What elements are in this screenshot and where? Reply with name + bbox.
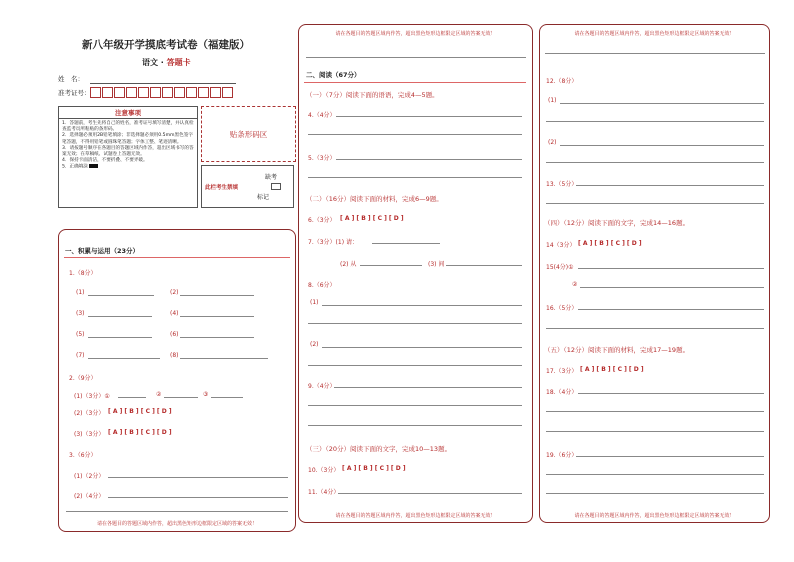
q8-2-label: (2) xyxy=(310,341,319,348)
subsection-2: （二）（16分）阅读下面的材料，完成6—9题。 xyxy=(306,195,443,203)
q7-3-label: (3) 间 xyxy=(428,261,445,268)
q6-choices[interactable] xyxy=(340,215,404,222)
choice-a[interactable]: [ A ] xyxy=(580,366,595,373)
q9-label: 9.（4分） xyxy=(308,383,336,390)
q10-label: 10.（3分） xyxy=(308,467,340,474)
q1-item-8: (8) xyxy=(170,352,179,359)
absent-mark-2: 标记 xyxy=(257,194,270,201)
choice-d[interactable]: [ D ] xyxy=(628,366,644,373)
q3-label: 3.（6分） xyxy=(69,452,97,459)
choice-a[interactable]: [ A ] xyxy=(108,408,123,415)
q2-3-choices[interactable] xyxy=(108,429,172,436)
q12-2-label: (2) xyxy=(548,139,557,146)
subsection-3: （三）（20分）阅读下面的文字，完成10—13题。 xyxy=(306,445,452,453)
q2-label: 2.（9分） xyxy=(69,375,97,382)
q16-label: 16.（5分） xyxy=(546,305,578,312)
choice-b[interactable]: [ B ] xyxy=(594,240,609,247)
filled-sample-icon xyxy=(89,164,98,168)
q5-label: 5.（3分） xyxy=(308,155,336,162)
q7-label: 7.（3分）(1) 请： xyxy=(308,239,358,246)
choice-c[interactable]: [ C ] xyxy=(372,215,387,222)
absent-mark-1: 缺考 xyxy=(265,174,278,181)
warning-col3-bottom: 请在各题目的答题区域内作答，超出黑色矩形边框限定区域的答案无效！ xyxy=(574,513,735,519)
choice-d[interactable]: [ D ] xyxy=(626,240,642,247)
choice-a[interactable]: [ A ] xyxy=(108,429,123,436)
q1-label: 1.（8分） xyxy=(69,270,97,277)
q2-2-choices[interactable] xyxy=(108,408,172,415)
q17-label: 17.（3分） xyxy=(546,368,578,375)
choice-a[interactable]: [ A ] xyxy=(340,215,355,222)
notes-title: 注意事项 xyxy=(59,107,197,119)
q15-2-label: ② xyxy=(572,281,578,288)
q1-item-7: (7) xyxy=(76,352,85,359)
q10-choices[interactable] xyxy=(342,465,406,472)
choice-b[interactable]: [ B ] xyxy=(596,366,611,373)
choice-a[interactable]: [ A ] xyxy=(342,465,357,472)
notes-box xyxy=(58,106,198,208)
q1-item-6: (6) xyxy=(170,331,179,338)
warning-col2-bottom: 请在各题目的答题区域内作答，超出黑色矩形边框限定区域的答案无效！ xyxy=(335,513,496,519)
q12-1-label: (1) xyxy=(548,97,557,104)
note-5-text: 5．正确填涂 xyxy=(62,164,88,170)
q14-label: 14（3分） xyxy=(546,242,576,249)
choice-b[interactable]: [ B ] xyxy=(124,429,139,436)
q1-item-4: (4) xyxy=(170,310,179,317)
name-label: 姓 名： xyxy=(58,75,84,83)
absent-box xyxy=(201,165,294,208)
note-5 xyxy=(62,164,194,171)
q19-label: 19.（6分） xyxy=(546,452,578,459)
warning-col1: 请在各题目的答题区域内作答，超出黑色矩形边框限定区域的答案无效！ xyxy=(96,521,257,527)
q17-choices[interactable] xyxy=(580,366,644,373)
choice-b[interactable]: [ B ] xyxy=(356,215,371,222)
choice-c[interactable]: [ C ] xyxy=(610,240,625,247)
id-boxes[interactable] xyxy=(90,87,234,98)
barcode-area xyxy=(201,106,296,162)
subsection-1: （一）（7分）阅读下面的语语，完成4—5题。 xyxy=(306,91,439,99)
q18-label: 18.（4分） xyxy=(546,389,578,396)
q1-item-3: (3) xyxy=(76,310,85,317)
q7-2-label: (2) 从 xyxy=(340,261,357,268)
name-field[interactable] xyxy=(90,83,236,84)
q3-1-label: (1)（2分） xyxy=(74,473,105,480)
choice-c[interactable]: [ C ] xyxy=(374,465,389,472)
q1-item-2: (2) xyxy=(170,289,179,296)
subject-label xyxy=(142,57,191,68)
choice-d[interactable]: [ D ] xyxy=(156,429,172,436)
warning-col3-top: 请在各题目的答题区域内作答，超出黑色矩形边框限定区域的答案无效！ xyxy=(574,31,735,37)
page-title: 新八年级开学摸底考试卷（福建版） xyxy=(82,39,250,51)
q2-3-label: (3)（3分） xyxy=(74,431,105,438)
choice-a[interactable]: [ A ] xyxy=(578,240,593,247)
absent-label: 此栏考生禁填 xyxy=(205,185,239,191)
q8-label: 8.（6分） xyxy=(308,282,336,289)
q8-1-label: (1) xyxy=(310,299,319,306)
q14-choices[interactable] xyxy=(578,240,642,247)
q2-1c-label: ③ xyxy=(203,391,209,398)
barcode-label: 贴条形码区 xyxy=(229,130,268,139)
absent-checkbox[interactable] xyxy=(271,183,281,190)
choice-c[interactable]: [ C ] xyxy=(612,366,627,373)
q13-label: 13.（5分） xyxy=(546,181,578,188)
choice-d[interactable]: [ D ] xyxy=(156,408,172,415)
section-2-title: 二、阅读（67分） xyxy=(306,71,361,79)
subject-red: 答题卡 xyxy=(166,58,191,67)
q12-label: 12.（8分） xyxy=(546,78,578,85)
q2-2-label: (2)（3分） xyxy=(74,410,105,417)
q11-label: 11.（4分） xyxy=(308,489,340,496)
warning-col2-top: 请在各题目的答题区域内作答，超出黑色矩形边框限定区域的答案无效！ xyxy=(335,31,496,37)
choice-d[interactable]: [ D ] xyxy=(388,215,404,222)
section-1-title: 一、积累与运用（23分） xyxy=(65,247,140,255)
q15-label: 15(4分)① xyxy=(546,264,574,271)
q2-1-label: (1)（3分）① xyxy=(74,393,110,400)
choice-c[interactable]: [ C ] xyxy=(140,429,155,436)
q3-2-label: (2)（4分） xyxy=(74,493,105,500)
choice-b[interactable]: [ B ] xyxy=(358,465,373,472)
choice-d[interactable]: [ D ] xyxy=(390,465,406,472)
q6-label: 6.（3分） xyxy=(308,217,336,224)
subsection-5: （五）（12分）阅读下面的材料，完成17—19题。 xyxy=(544,346,690,354)
note-1: 1．答题前，考生先将自己的姓名，准考证号填写清楚，并认真检查监考员所粘贴的条形码。 xyxy=(62,121,194,133)
q1-item-1: (1) xyxy=(76,289,85,296)
q2-1b-label: ② xyxy=(156,391,162,398)
answer-box-col3 xyxy=(539,24,770,523)
subsection-4: （四）（12分）阅读下面的文字，完成14—16题。 xyxy=(544,219,690,227)
note-4: 4．保持卡面清洁，不要折叠、不要弄破。 xyxy=(62,158,148,164)
q1-item-5: (5) xyxy=(76,331,85,338)
note-3: 3．请按题号顺序在各题目的答题区域内作答，超出区域书写的答案无效；在草稿纸、试题卷上答题无效。 xyxy=(62,145,194,158)
note-2: 2．选择题必须用2B铅笔填涂；非选择题必须用0.5mm黑色签字笔答题，不得用铅笔或圆珠笔答题；字体工整、笔迹清晰。 xyxy=(62,133,193,145)
choice-b[interactable]: [ B ] xyxy=(124,408,139,415)
subject-plain: 语文 · xyxy=(142,58,167,67)
id-label: 准考证号： xyxy=(58,89,91,97)
q4-label: 4.（4分） xyxy=(308,112,336,119)
choice-c[interactable]: [ C ] xyxy=(140,408,155,415)
